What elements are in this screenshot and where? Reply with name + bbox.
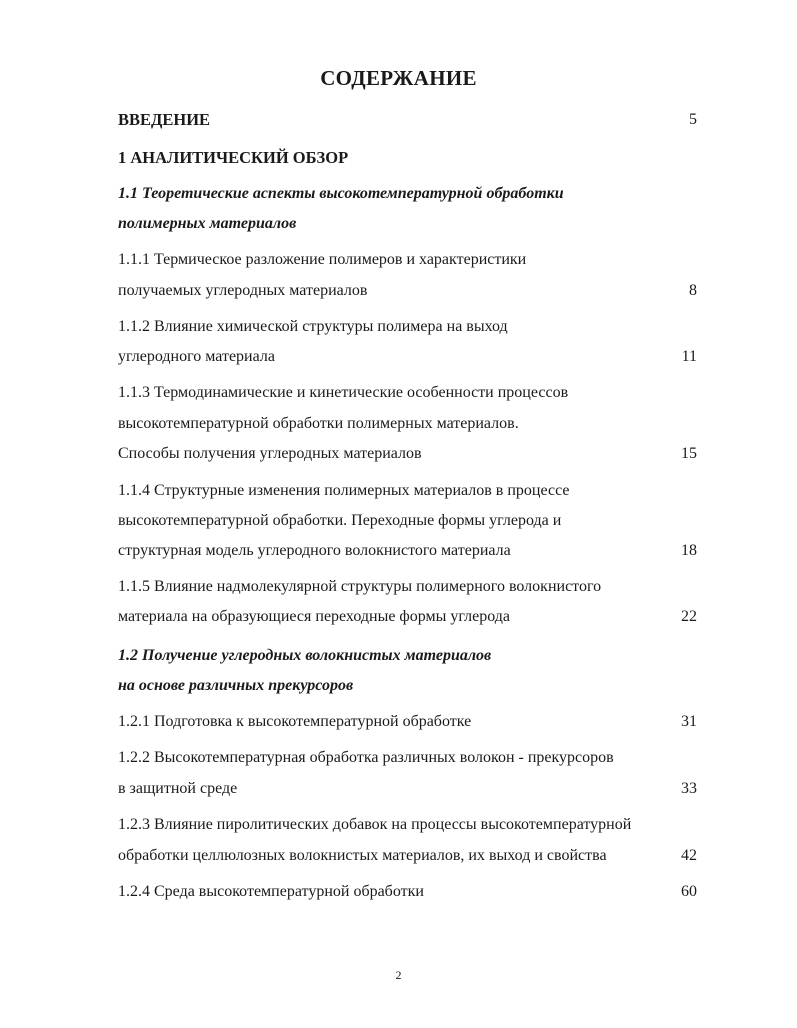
toc-section-1-1-line1: 1.1 Теоретические аспекты высокотемпературной обработки: [118, 185, 564, 202]
toc-entry-1-1-2-line2: углеродного материала: [118, 348, 275, 365]
toc-entry-1-1-3-line3: Способы получения углеродных материалов: [118, 445, 422, 462]
toc-entry-1-1-3-line1: 1.1.3 Термодинамические и кинетические особенности процессов: [118, 384, 569, 401]
toc-section-1-2-line1: 1.2 Получение углеродных волокнистых материалов: [118, 647, 492, 664]
toc-entry-1-1-1-line2: получаемых углеродных материалов: [118, 282, 368, 299]
toc-entry-1-2-1-line1: 1.2.1 Подготовка к высокотемпературной обработке: [118, 713, 472, 730]
toc-entry-1-1-4-line2: высокотемпературной обработки. Переходные формы углерода и: [118, 512, 562, 529]
toc-entry-1-2-3-line1: 1.2.3 Влияние пиролитических добавок на процессы высокотемпературной: [118, 816, 632, 833]
toc-entry-1-2-2-line2: в защитной среде: [118, 780, 238, 797]
toc-entry-1-1-4-line1: 1.1.4 Структурные изменения полимерных материалов в процессе: [118, 482, 570, 499]
toc-entry-1-2-2-page: 33: [681, 780, 697, 797]
toc-label-intro: ВВЕДЕНИЕ: [118, 110, 211, 129]
toc-entry-1-1-3-page: 15: [681, 445, 697, 462]
toc-entry-1-2-2-line1: 1.2.2 Высокотемпературная обработка различных волокон - прекурсоров: [118, 749, 614, 766]
toc-page-intro: 5: [689, 111, 697, 128]
toc-entry-1-1-1-page: 8: [689, 282, 697, 299]
page-title: СОДЕРЖАНИЕ: [320, 66, 477, 90]
toc-entry-1-1-5-line1: 1.1.5 Влияние надмолекулярной структуры полимерного волокнистого: [118, 578, 602, 595]
toc-entry-1-2-4-line1: 1.2.4 Среда высокотемпературной обработки: [118, 883, 424, 900]
toc-entry-1-2-1-page: 31: [681, 713, 697, 730]
toc-entry-1-1-2-line1: 1.1.2 Влияние химической структуры полимера на выход: [118, 318, 508, 335]
toc-entry-1-1-4-line3: структурная модель углеродного волокнистого материала: [118, 542, 511, 559]
toc-entry-1-1-5-line2: материала на образующиеся переходные формы углерода: [118, 608, 511, 625]
toc-label-chapter-1: 1 АНАЛИТИЧЕСКИЙ ОБЗОР: [118, 148, 349, 167]
toc-entry-1-1-2-page: 11: [681, 348, 697, 365]
toc-entry-1-1-5-page: 22: [681, 608, 697, 625]
toc-entry-1-1-3-line2: высокотемпературной обработки полимерных материалов.: [118, 415, 519, 432]
toc-entry-1-2-4-page: 60: [681, 883, 697, 900]
toc-entry-1-2-3-line2: обработки целлюлозных волокнистых материалов, их выход и свойства: [118, 847, 607, 864]
toc-entry-1-1-1-line1: 1.1.1 Термическое разложение полимеров и характеристики: [118, 251, 527, 268]
page-number: 2: [395, 968, 402, 982]
toc-section-1-1-line2: полимерных материалов: [118, 215, 297, 232]
toc-entry-1-2-3-page: 42: [681, 847, 697, 864]
toc-entry-1-1-4-page: 18: [681, 542, 697, 559]
toc-section-1-2-line2: на основе различных прекурсоров: [118, 677, 354, 694]
